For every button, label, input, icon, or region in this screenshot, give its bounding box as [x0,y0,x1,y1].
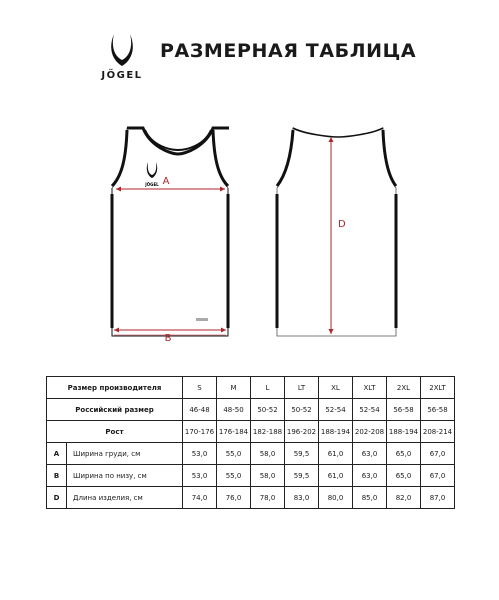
value-cell: 53,0 [183,465,217,487]
size-cell: 2XLT [421,377,455,399]
measure-key: D [47,487,67,509]
value-cell: 67,0 [421,465,455,487]
value-cell: 65,0 [387,465,421,487]
russian-size-cell: 52-54 [319,399,353,421]
value-cell: 59,5 [285,465,319,487]
russian-size-cell: 56-58 [421,399,455,421]
russian-size-cell: 56-58 [387,399,421,421]
value-cell: 65,0 [387,443,421,465]
size-cell: M [217,377,251,399]
russian-size-cell: 52-54 [353,399,387,421]
russian-size-cell: 50-52 [285,399,319,421]
size-cell: XL [319,377,353,399]
table-row [47,421,455,443]
value-cell: 58,0 [251,443,285,465]
size-table [46,376,455,509]
value-cell: 67,0 [421,443,455,465]
chest-logo-text: JÖGEL [145,182,159,187]
value-cell: 55,0 [217,465,251,487]
table-row [47,487,455,509]
measure-label-b: B [164,333,172,344]
brand-name: JÖGEL [101,70,143,81]
size-cell: XLT [353,377,387,399]
height-cell: 188-194 [387,421,421,443]
table-row [47,377,455,399]
height-cell: 202-208 [353,421,387,443]
value-cell: 76,0 [217,487,251,509]
page-title: РАЗМЕРНАЯ ТАБЛИЦА [160,40,417,62]
value-cell: 58,0 [251,465,285,487]
height-cell: 208-214 [421,421,455,443]
measure-key: B [47,465,67,487]
height-label: Рост [47,421,183,443]
manufacturer-size-label: Размер производителя [47,377,183,399]
measure-key: A [47,443,67,465]
value-cell: 59,5 [285,443,319,465]
value-cell: 78,0 [251,487,285,509]
russian-size-cell: 46-48 [183,399,217,421]
value-cell: 53,0 [183,443,217,465]
value-cell: 63,0 [353,465,387,487]
height-cell: 170-176 [183,421,217,443]
value-cell: 82,0 [387,487,421,509]
size-cell: L [251,377,285,399]
measure-label: Длина изделия, см [67,487,183,509]
value-cell: 63,0 [353,443,387,465]
front-view [112,128,229,344]
height-cell: 196-202 [285,421,319,443]
value-cell: 74,0 [183,487,217,509]
russian-size-label: Российский размер [47,399,183,421]
value-cell: 61,0 [319,465,353,487]
value-cell: 55,0 [217,443,251,465]
russian-size-cell: 48-50 [217,399,251,421]
table-row [47,465,455,487]
measure-label-d: D [338,219,346,230]
height-cell: 176-184 [217,421,251,443]
height-cell: 188-194 [319,421,353,443]
measure-label-a: A [162,176,170,187]
size-cell: S [183,377,217,399]
value-cell: 85,0 [353,487,387,509]
table-row [47,443,455,465]
measure-label: Ширина груди, см [67,443,183,465]
measure-label: Ширина по низу, см [67,465,183,487]
table-row [47,399,455,421]
russian-size-cell: 50-52 [251,399,285,421]
size-cell: LT [285,377,319,399]
value-cell: 83,0 [285,487,319,509]
height-cell: 182-188 [251,421,285,443]
back-view [277,128,396,336]
value-cell: 80,0 [319,487,353,509]
value-cell: 61,0 [319,443,353,465]
value-cell: 87,0 [421,487,455,509]
size-cell: 2XL [387,377,421,399]
